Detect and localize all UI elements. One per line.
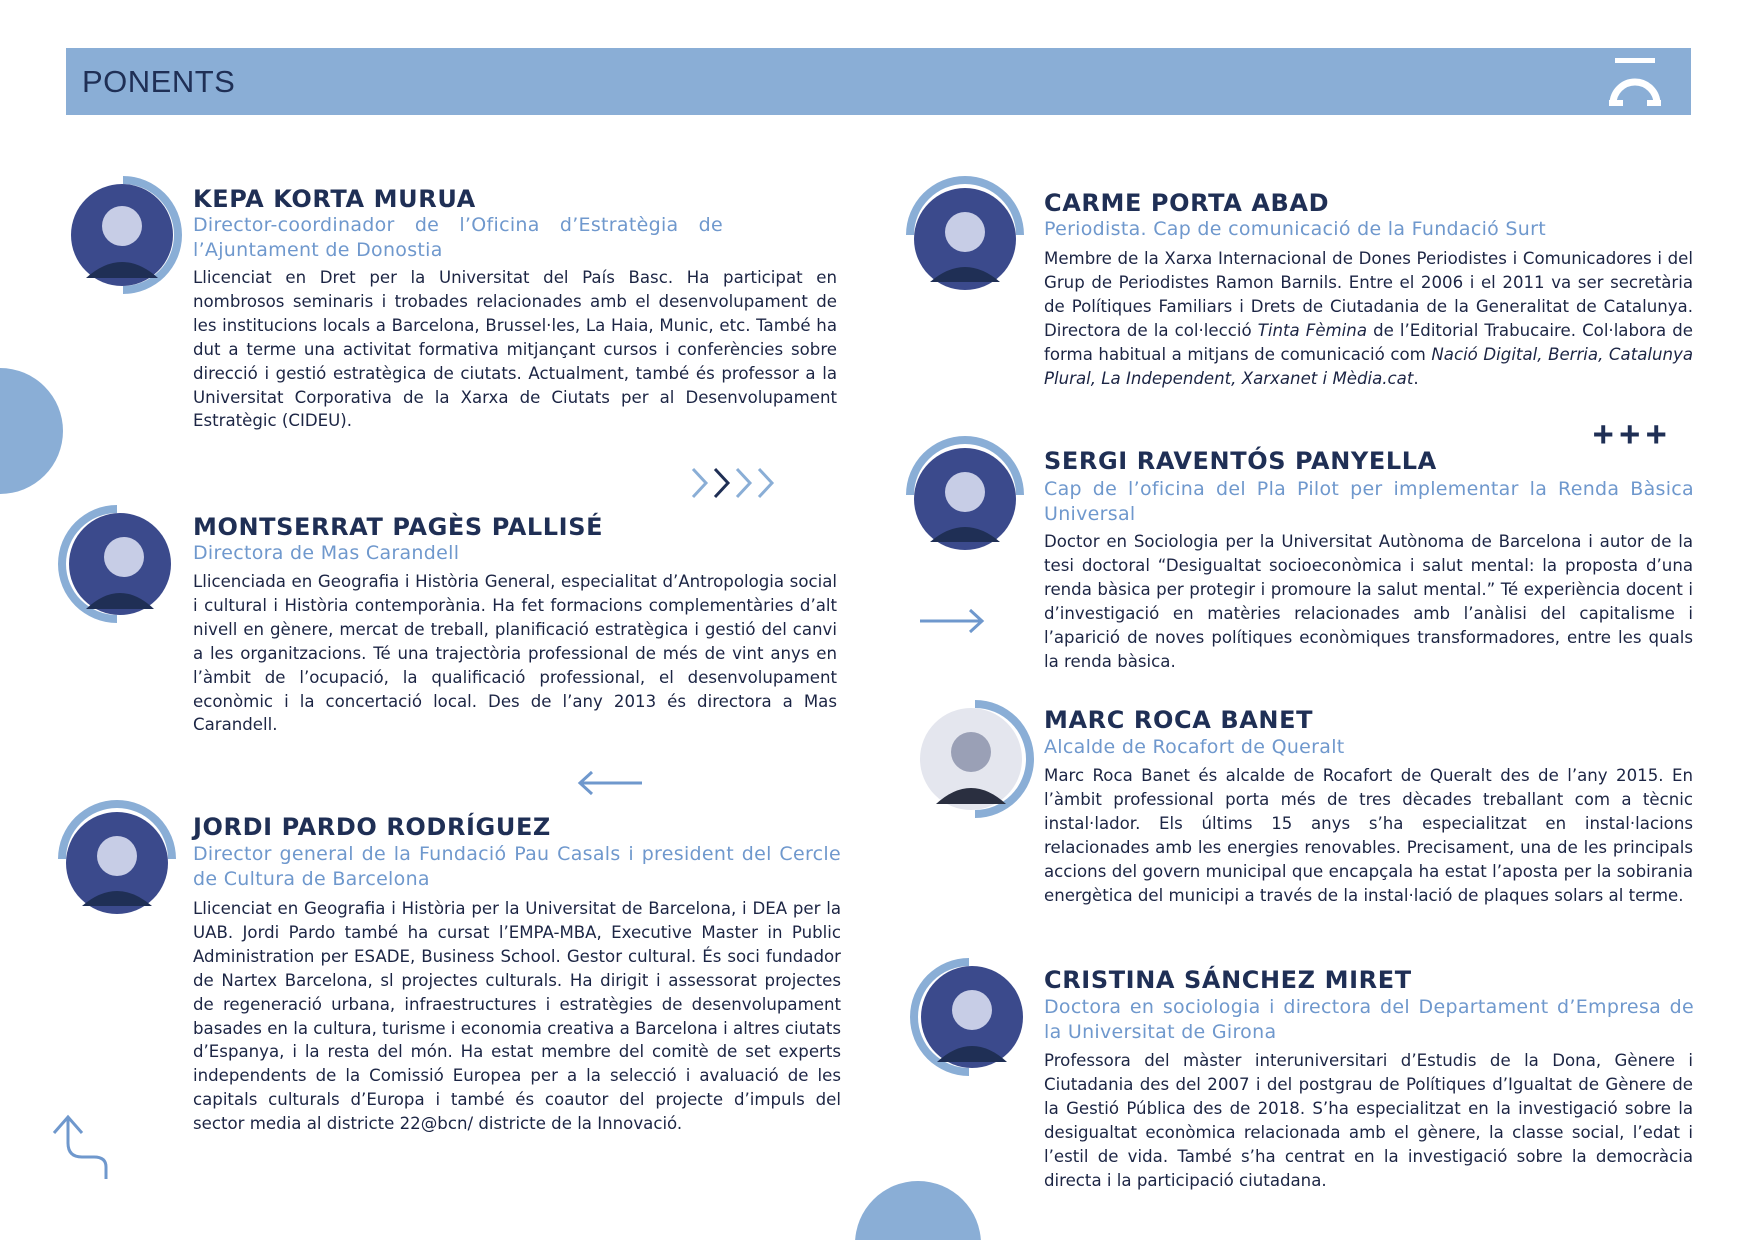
header-bar bbox=[66, 48, 1691, 115]
speaker-photo-montserrat bbox=[58, 505, 176, 623]
half-circle-bottom-decoration bbox=[855, 1181, 981, 1240]
speaker-role: Cap de l’oficina del Pla Pilot per implementar la Renda Bàsica Universal bbox=[1044, 478, 1694, 525]
speaker-bio bbox=[1044, 247, 1693, 390]
page-title: PONENTS bbox=[82, 64, 236, 99]
speaker-photo-carme bbox=[906, 176, 1024, 294]
speaker-bio: Llicenciat en Dret per la Universitat del País Basc. Ha participat en nombrosos seminaris i trobades relacionades amb el desenvolupament de les institucions locals a Barcelona, Brussel·les, La Haia, Munic, etc. També ha dut a terme una activitat formativa mitjançant cursos i conferències sobre direcció i gestió estratègica de ciutats. Actualment, també és professor a la Universitat Corporativa de la Xarxa de Ciutats per al Desenvolupament Estratègic (CIDEU). bbox=[193, 268, 837, 431]
plus-signs-decoration: +++ bbox=[1593, 414, 1673, 454]
bio-italic-collection: Tinta Fèmina bbox=[1257, 320, 1367, 340]
speaker-role: Directora de Mas Carandell bbox=[193, 542, 460, 564]
arrow-right-icon bbox=[918, 607, 986, 635]
speaker-photo-sergi bbox=[906, 436, 1024, 554]
speaker-name: MARC ROCA BANET bbox=[1044, 706, 1314, 734]
speaker-name: MONTSERRAT PAGÈS PALLISÉ bbox=[193, 513, 604, 541]
speaker-bio: Llicenciat en Geografia i Història per la Universitat de Barcelona, i DEA per la UAB. Jordi Pardo també ha cursat l’EMPA-MBA, Executive Master in Public Administration per ESADE, Business School. Gestor cultural. És soci fundador de Nartex Barcelona, sl projectes culturals. Ha dirigit i assessorat projectes de regeneració urbana, infraestructures i estratègies de desenvolupament basades en la cultura, turisme i economia creativa a Barcelona i altres ciutats d’Espanya, i la resta del món. Ha estat membre del comitè de set experts independents de la Comissió Europea per a la selecció i avaluació de les capitals culturals d’Europa i també és coautor del projecte d’impuls del sector media al districte 22@bcn/ districte de la Innovació. bbox=[193, 899, 841, 1134]
speaker-bio: Llicenciada en Geografia i Història General, especialitat d’Antropologia social i cultural i Història contemporània. Ha fet formacions complementàries d’alt nivell en gènere, mercat de treball, planificació estratègica i gestió del canvi a les organitzacions. Té una trajectòria professional de més de vint anys en l’àmbit de l’ocupació, la qualificació professional, el desenvolupament econòmic i la concertació local. Des de l’any 2013 és directora a Mas Carandell. bbox=[193, 572, 837, 735]
speaker-photo-marc bbox=[916, 700, 1034, 818]
speaker-name: KEPA KORTA MURUA bbox=[193, 185, 476, 213]
organization-logo-icon bbox=[1605, 54, 1665, 112]
speaker-bio: Doctor en Sociologia per la Universitat Autònoma de Barcelona i autor de la tesi doctoral “Desigualtat socioeconòmica i salut mental: la proposta d’una renda bàsica per protegir i promoure la salut mental.” Té experiència docent i d’investigació en matèries relacionades amb l’anàlisi del capitalisme i l’aparició de noves polítiques econòmiques transformadores, entre les quals la renda bàsica. bbox=[1044, 532, 1693, 671]
arrow-left-icon bbox=[576, 769, 644, 797]
speaker-role: Director general de la Fundació Pau Casals i president del Cercle de Cultura de Barcelona bbox=[193, 843, 841, 890]
half-circle-left-decoration bbox=[0, 368, 64, 494]
speaker-bio: Marc Roca Banet és alcalde de Rocafort de Queralt des de l’any 2015. En l’àmbit professional porta més de tres dècades treballant com a tècnic instal·lador. Els últims 15 anys s’ha especialitzat en instal·lacions relacionades amb les energies renovables. Precisament, una de les principals accions del govern municipal que encapçala ha estat l’aposta per la sobirania energètica del municipi a través de la instal·lació de plaques solars al terme. bbox=[1044, 766, 1693, 905]
avatar-head bbox=[102, 206, 142, 246]
speaker-role: Periodista. Cap de comunicació de la Fundació Surt bbox=[1044, 218, 1546, 240]
bio-italic-media: Nació Digital, Berria, Catalunya Plural, La Independent, Xarxanet i Mèdia.cat bbox=[1044, 344, 1693, 388]
speaker-role: Doctora en sociologia i directora del Departament d’Empresa de la Universitat de Girona bbox=[1044, 996, 1694, 1043]
bio-text: de l’Editorial Trabucaire. Col·labora de forma habitual a mitjans de comunicació com bbox=[1044, 320, 1693, 364]
speaker-role: Director-coordinador de l’Oficina d’Estratègia de l’Ajuntament de Donostia bbox=[193, 214, 723, 261]
bio-text: Membre de la Xarxa Internacional de Dones Periodistes i Comunicadores i del Grup de Periodistes Ramon Barnils. Entre el 2006 i el 2011 va ser secretària de Polítiques Familiars i Drets de Ciutadania de la Generalitat de Catalunya. Directora de la col·lecció bbox=[1044, 249, 1693, 340]
speaker-photo-cristina bbox=[910, 958, 1028, 1076]
speaker-name: JORDI PARDO RODRÍGUEZ bbox=[193, 813, 551, 841]
speaker-photo-kepa bbox=[64, 176, 182, 294]
speaker-name: CARME PORTA ABAD bbox=[1044, 189, 1330, 217]
curved-arrow-up-icon bbox=[44, 1113, 110, 1183]
bio-text: . bbox=[1413, 368, 1419, 388]
speaker-photo-jordi bbox=[58, 800, 176, 918]
chevrons-right-icon bbox=[690, 465, 782, 501]
speaker-name: CRISTINA SÁNCHEZ MIRET bbox=[1044, 966, 1412, 994]
speaker-role: Alcalde de Rocafort de Queralt bbox=[1044, 736, 1345, 758]
speaker-name: SERGI RAVENTÓS PANYELLA bbox=[1044, 447, 1437, 475]
speaker-bio: Professora del màster interuniversitari d’Estudis de la Dona, Gènere i Ciutadania des del 2007 i del postgrau de Polítiques d’Igualtat de Gènere de la Gestió Pública des de 2018. S’ha especialitzat en la investigació sobre la desigualtat econòmica relacionada amb el gènere, la classe social, l’edat i l’estil de vida. També s’ha centrat en la investigació sobre la democràcia directa i la participació ciutadana. bbox=[1044, 1051, 1693, 1190]
